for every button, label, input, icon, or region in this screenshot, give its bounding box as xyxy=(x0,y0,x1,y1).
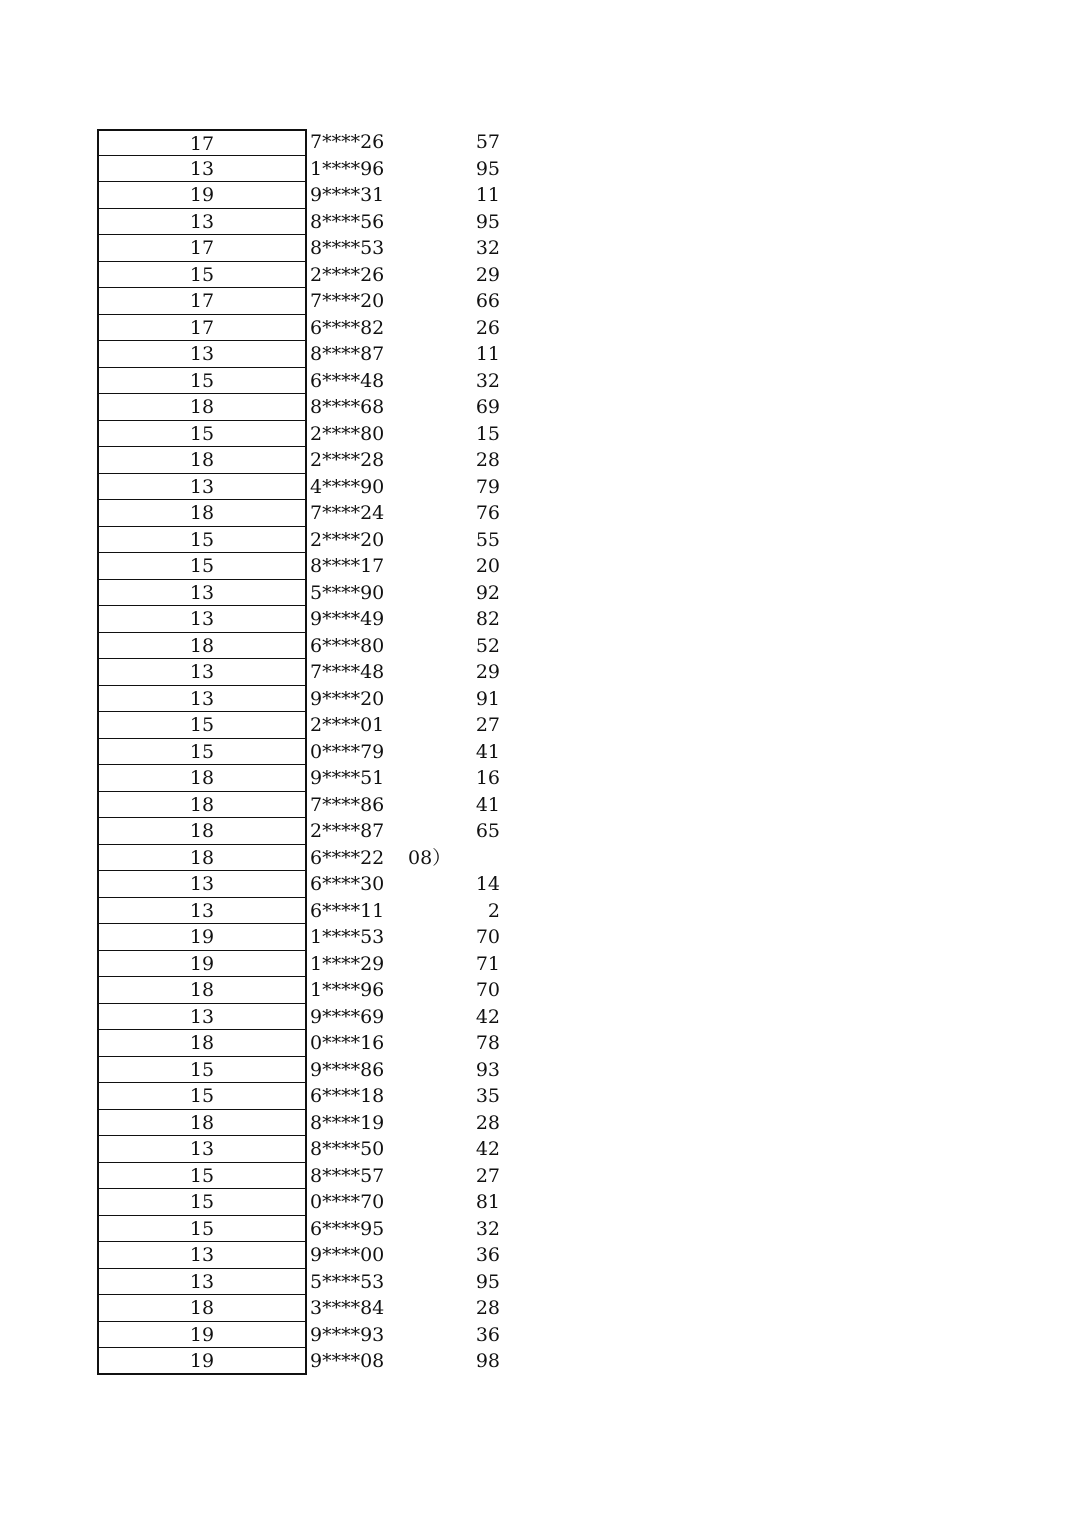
table-row xyxy=(97,606,517,633)
code-cell: 18 xyxy=(97,394,307,421)
value-cell: 42 xyxy=(475,1005,500,1028)
masked-id-cell: 5****53 xyxy=(310,1270,385,1293)
masked-id-cell: 2****80 xyxy=(310,422,385,445)
masked-id-cell: 2****87 xyxy=(310,820,385,842)
table-row xyxy=(97,341,517,368)
table-row xyxy=(97,792,517,819)
value-cell: 41 xyxy=(475,793,500,816)
value-cell: 16 xyxy=(475,767,500,789)
table-row xyxy=(97,1295,517,1322)
code-cell: 17 xyxy=(97,315,307,342)
table-row xyxy=(97,315,517,342)
code-cell: 15 xyxy=(97,1216,307,1243)
table-row xyxy=(97,421,517,448)
table-row xyxy=(97,765,517,792)
masked-id-cell: 0****70 xyxy=(310,1191,385,1213)
value-cell: 91 xyxy=(475,687,500,710)
masked-id-cell: 7****26 xyxy=(310,131,385,153)
masked-id-cell: 9****86 xyxy=(310,1058,385,1081)
masked-id-cell: 9****51 xyxy=(310,767,385,789)
masked-id-cell: 8****17 xyxy=(310,555,385,577)
masked-id-cell: 7****24 xyxy=(310,502,385,524)
code-cell: 15 xyxy=(97,1057,307,1084)
masked-id-cell: 8****19 xyxy=(310,1111,385,1134)
value-cell: 15 xyxy=(475,422,500,445)
value-cell: 27 xyxy=(475,714,500,736)
code-cell: 19 xyxy=(97,951,307,978)
masked-id-cell: 9****49 xyxy=(310,608,385,630)
table-row xyxy=(97,1136,517,1163)
masked-id-cell: 1****53 xyxy=(310,926,385,948)
value-cell: 35 xyxy=(475,1085,500,1107)
masked-id-cell: 1****96 xyxy=(310,157,385,180)
value-cell: 69 xyxy=(475,396,500,418)
value-cell: 93 xyxy=(475,1058,500,1081)
masked-id-cell: 6****22 xyxy=(310,846,385,869)
masked-id-cell: 1****29 xyxy=(310,952,385,975)
value-cell: 82 xyxy=(475,608,500,630)
code-cell: 18 xyxy=(97,818,307,845)
masked-id-cell: 0****79 xyxy=(310,740,385,763)
code-cell: 15 xyxy=(97,368,307,395)
masked-id-cell: 1****96 xyxy=(310,979,385,1001)
table-row xyxy=(97,1083,517,1110)
value-cell: 41 xyxy=(475,740,500,763)
table-row xyxy=(97,871,517,898)
code-cell: 18 xyxy=(97,792,307,819)
code-cell: 18 xyxy=(97,1110,307,1137)
value-cell: 2 xyxy=(487,899,500,922)
code-cell: 13 xyxy=(97,898,307,925)
table-row xyxy=(97,1110,517,1137)
value-cell: 76 xyxy=(475,502,500,524)
table-row xyxy=(97,527,517,554)
table-row xyxy=(97,235,517,262)
masked-id-cell: 6****11 xyxy=(310,899,385,922)
code-cell: 15 xyxy=(97,1163,307,1190)
table-row xyxy=(97,1348,517,1375)
table-row xyxy=(97,553,517,580)
masked-id-cell: 8****56 xyxy=(310,210,385,233)
code-cell: 18 xyxy=(97,447,307,474)
value-cell: 52 xyxy=(475,634,500,657)
value-cell: 27 xyxy=(475,1164,500,1187)
table-row xyxy=(97,182,517,209)
value-cell: 26 xyxy=(475,316,500,339)
data-sheet xyxy=(97,129,517,1375)
table-row xyxy=(97,209,517,236)
code-cell: 13 xyxy=(97,209,307,236)
value-cell: 28 xyxy=(475,449,500,471)
masked-id-cell: 2****28 xyxy=(310,449,385,471)
value-cell: 20 xyxy=(475,555,500,577)
code-cell: 15 xyxy=(97,1083,307,1110)
table-row xyxy=(97,288,517,315)
code-cell: 13 xyxy=(97,659,307,686)
value-cell: 65 xyxy=(475,820,500,842)
masked-id-cell: 8****68 xyxy=(310,396,385,418)
code-cell: 15 xyxy=(97,739,307,766)
value-cell: 32 xyxy=(475,237,500,259)
code-cell: 18 xyxy=(97,765,307,792)
value-cell: 32 xyxy=(475,369,500,392)
value-cell: 28 xyxy=(475,1297,500,1319)
code-cell: 19 xyxy=(97,924,307,951)
value-cell: 28 xyxy=(475,1111,500,1134)
value-cell: 92 xyxy=(475,581,500,604)
value-cell: 08） xyxy=(408,846,452,869)
masked-id-cell: 8****50 xyxy=(310,1138,385,1160)
value-cell: 55 xyxy=(475,528,500,551)
value-cell: 11 xyxy=(475,343,500,365)
table-row xyxy=(97,818,517,845)
table-row xyxy=(97,1163,517,1190)
masked-id-cell: 7****20 xyxy=(310,290,385,312)
value-cell: 95 xyxy=(475,1270,500,1293)
value-cell: 95 xyxy=(475,157,500,180)
code-cell: 19 xyxy=(97,1348,307,1375)
table-row xyxy=(97,977,517,1004)
masked-id-cell: 9****00 xyxy=(310,1244,385,1266)
code-cell: 17 xyxy=(97,129,307,156)
masked-id-cell: 6****18 xyxy=(310,1085,385,1107)
value-cell: 14 xyxy=(475,873,500,895)
masked-id-cell: 6****48 xyxy=(310,369,385,392)
table-row xyxy=(97,474,517,501)
code-cell: 13 xyxy=(97,1242,307,1269)
table-row xyxy=(97,951,517,978)
value-cell: 36 xyxy=(475,1323,500,1346)
masked-id-cell: 4****90 xyxy=(310,475,385,498)
masked-id-cell: 6****30 xyxy=(310,873,385,895)
code-cell: 15 xyxy=(97,527,307,554)
table-row xyxy=(97,580,517,607)
masked-id-cell: 5****90 xyxy=(310,581,385,604)
table-row xyxy=(97,500,517,527)
code-cell: 19 xyxy=(97,182,307,209)
table-row xyxy=(97,368,517,395)
masked-id-cell: 9****69 xyxy=(310,1005,385,1028)
table-row xyxy=(97,156,517,183)
table-row xyxy=(97,447,517,474)
code-cell: 15 xyxy=(97,421,307,448)
value-cell: 79 xyxy=(475,475,500,498)
value-cell: 29 xyxy=(475,661,500,683)
value-cell: 98 xyxy=(475,1350,500,1372)
table-row xyxy=(97,739,517,766)
code-cell: 13 xyxy=(97,1136,307,1163)
code-cell: 18 xyxy=(97,977,307,1004)
masked-id-cell: 9****31 xyxy=(310,184,385,206)
code-cell: 13 xyxy=(97,871,307,898)
code-cell: 13 xyxy=(97,686,307,713)
code-cell: 13 xyxy=(97,580,307,607)
code-cell: 18 xyxy=(97,500,307,527)
value-cell: 71 xyxy=(475,952,500,975)
masked-id-cell: 7****48 xyxy=(310,661,385,683)
code-cell: 13 xyxy=(97,1269,307,1296)
masked-id-cell: 9****20 xyxy=(310,687,385,710)
code-cell: 18 xyxy=(97,1030,307,1057)
table-row xyxy=(97,659,517,686)
masked-id-cell: 2****26 xyxy=(310,263,385,286)
value-cell: 78 xyxy=(475,1032,500,1054)
code-cell: 17 xyxy=(97,235,307,262)
value-cell: 36 xyxy=(475,1244,500,1266)
masked-id-cell: 6****95 xyxy=(310,1217,385,1240)
table-row xyxy=(97,633,517,660)
masked-id-cell: 2****20 xyxy=(310,528,385,551)
table-row xyxy=(97,1004,517,1031)
table-row xyxy=(97,1216,517,1243)
table-row xyxy=(97,898,517,925)
code-cell: 15 xyxy=(97,553,307,580)
table-row xyxy=(97,712,517,739)
value-cell: 32 xyxy=(475,1217,500,1240)
code-cell: 18 xyxy=(97,633,307,660)
table-row xyxy=(97,262,517,289)
value-cell: 57 xyxy=(475,131,500,153)
table-row xyxy=(97,686,517,713)
table-row xyxy=(97,845,517,872)
value-cell: 29 xyxy=(475,263,500,286)
masked-id-cell: 6****80 xyxy=(310,634,385,657)
value-cell: 81 xyxy=(475,1191,500,1213)
value-cell: 95 xyxy=(475,210,500,233)
value-cell: 42 xyxy=(475,1138,500,1160)
code-cell: 13 xyxy=(97,474,307,501)
table-row xyxy=(97,1057,517,1084)
masked-id-cell: 6****82 xyxy=(310,316,385,339)
table-row xyxy=(97,129,517,156)
code-cell: 13 xyxy=(97,606,307,633)
code-cell: 18 xyxy=(97,1295,307,1322)
masked-id-cell: 7****86 xyxy=(310,793,385,816)
masked-id-cell: 9****93 xyxy=(310,1323,385,1346)
masked-id-cell: 9****08 xyxy=(310,1350,385,1372)
value-cell: 66 xyxy=(475,290,500,312)
code-cell: 13 xyxy=(97,1004,307,1031)
table-row xyxy=(97,394,517,421)
masked-id-cell: 8****87 xyxy=(310,343,385,365)
masked-id-cell: 0****16 xyxy=(310,1032,385,1054)
masked-id-cell: 8****57 xyxy=(310,1164,385,1187)
table-row xyxy=(97,924,517,951)
table-row xyxy=(97,1189,517,1216)
table-row xyxy=(97,1030,517,1057)
code-cell: 17 xyxy=(97,288,307,315)
masked-id-cell: 2****01 xyxy=(310,714,385,736)
code-cell: 15 xyxy=(97,1189,307,1216)
code-cell: 18 xyxy=(97,845,307,872)
value-cell: 11 xyxy=(475,184,500,206)
code-cell: 15 xyxy=(97,262,307,289)
value-cell: 70 xyxy=(475,979,500,1001)
code-cell: 15 xyxy=(97,712,307,739)
masked-id-cell: 3****84 xyxy=(310,1297,385,1319)
table-row xyxy=(97,1242,517,1269)
code-cell: 19 xyxy=(97,1322,307,1349)
code-cell: 13 xyxy=(97,156,307,183)
table-row xyxy=(97,1269,517,1296)
masked-id-cell: 8****53 xyxy=(310,237,385,259)
value-cell: 70 xyxy=(475,926,500,948)
table-row xyxy=(97,1322,517,1349)
code-cell: 13 xyxy=(97,341,307,368)
